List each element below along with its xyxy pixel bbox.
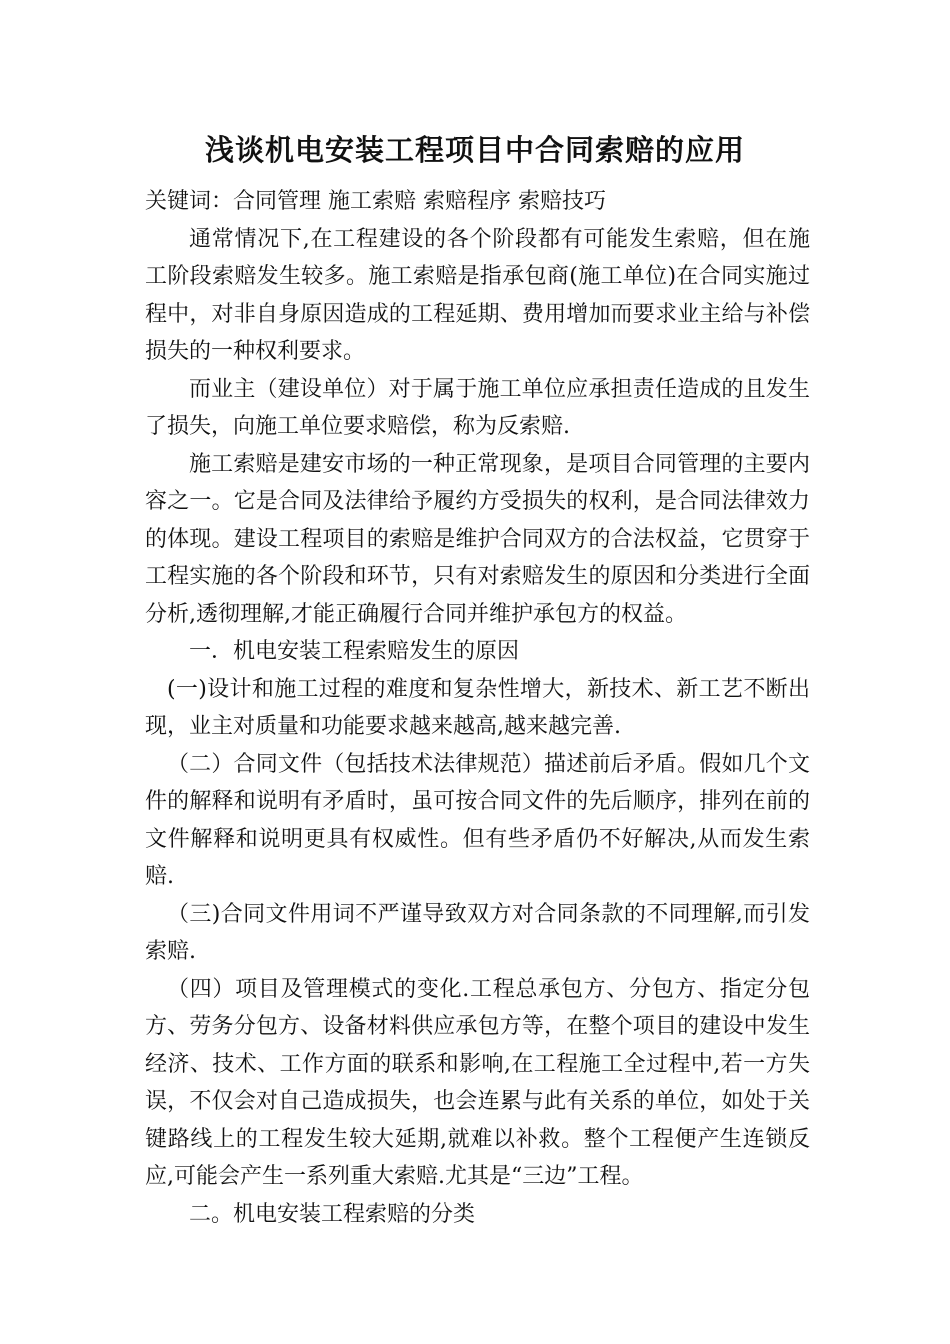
keywords-line: 关键词：合同管理 施工索赔 索赔程序 索赔技巧 — [145, 189, 606, 214]
list-item: （三)合同文件用词不严谨导致双方对合同条款的不同理解,而引发索赔. — [145, 901, 810, 964]
list-item: (一)设计和施工过程的难度和复杂性增大，新技术、新工艺不断出现，业主对质量和功能要求越来越高,越来越完善. — [145, 676, 810, 739]
list-item: （四）项目及管理模式的变化.工程总承包方、分包方、指定分包方、劳务分包方、设备材料供应承包方等，在整个项目的建设中发生经济、技术、工作方面的联系和影响,在工程施工全过程中,若一方失误，不仅会对自己造成损失，也会连累与此有关系的单位，如处于关键路线上的工程发生较大延期,就难以补救。整个工程便产生连锁反应,可能会产生一系列重大索赔.尤其是“三边”工程。 — [145, 976, 810, 1189]
list-item: （二）合同文件（包括技术法律规范）描述前后矛盾。假如几个文件的解释和说明有矛盾时，虽可按合同文件的先后顺序，排列在前的文件解释和说明更具有权威性。但有些矛盾仍不好解决,从而发生索赔. — [145, 751, 810, 889]
section-heading-1: 一．机电安装工程索赔发生的原因 — [189, 639, 520, 664]
document-body — [145, 183, 810, 1233]
paragraph: 而业主（建设单位）对于属于施工单位应承担责任造成的且发生了损失，向施工单位要求赔偿，称为反索赔. — [145, 376, 810, 439]
paragraph: 施工索赔是建安市场的一种正常现象，是项目合同管理的主要内容之一。它是合同及法律给予履约方受损失的权利，是合同法律效力的体现。建设工程项目的索赔是维护合同双方的合法权益，它贯穿于工程实施的各个阶段和环节，只有对索赔发生的原因和分类进行全面分析,透彻理解,才能正确履行合同并维护承包方的权益。 — [145, 451, 810, 627]
section-heading-2: 二。机电安装工程索赔的分类 — [189, 1201, 476, 1227]
document-title: 浅谈机电安装工程项目中合同索赔的应用 — [204, 133, 745, 167]
paragraph: 通常情况下,在工程建设的各个阶段都有可能发生索赔，但在施工阶段索赔发生较多。施工索赔是指承包商(施工单位)在合同实施过程中，对非自身原因造成的工程延期、费用增加而要求业主给与补偿损失的一种权利要求。 — [145, 226, 810, 364]
